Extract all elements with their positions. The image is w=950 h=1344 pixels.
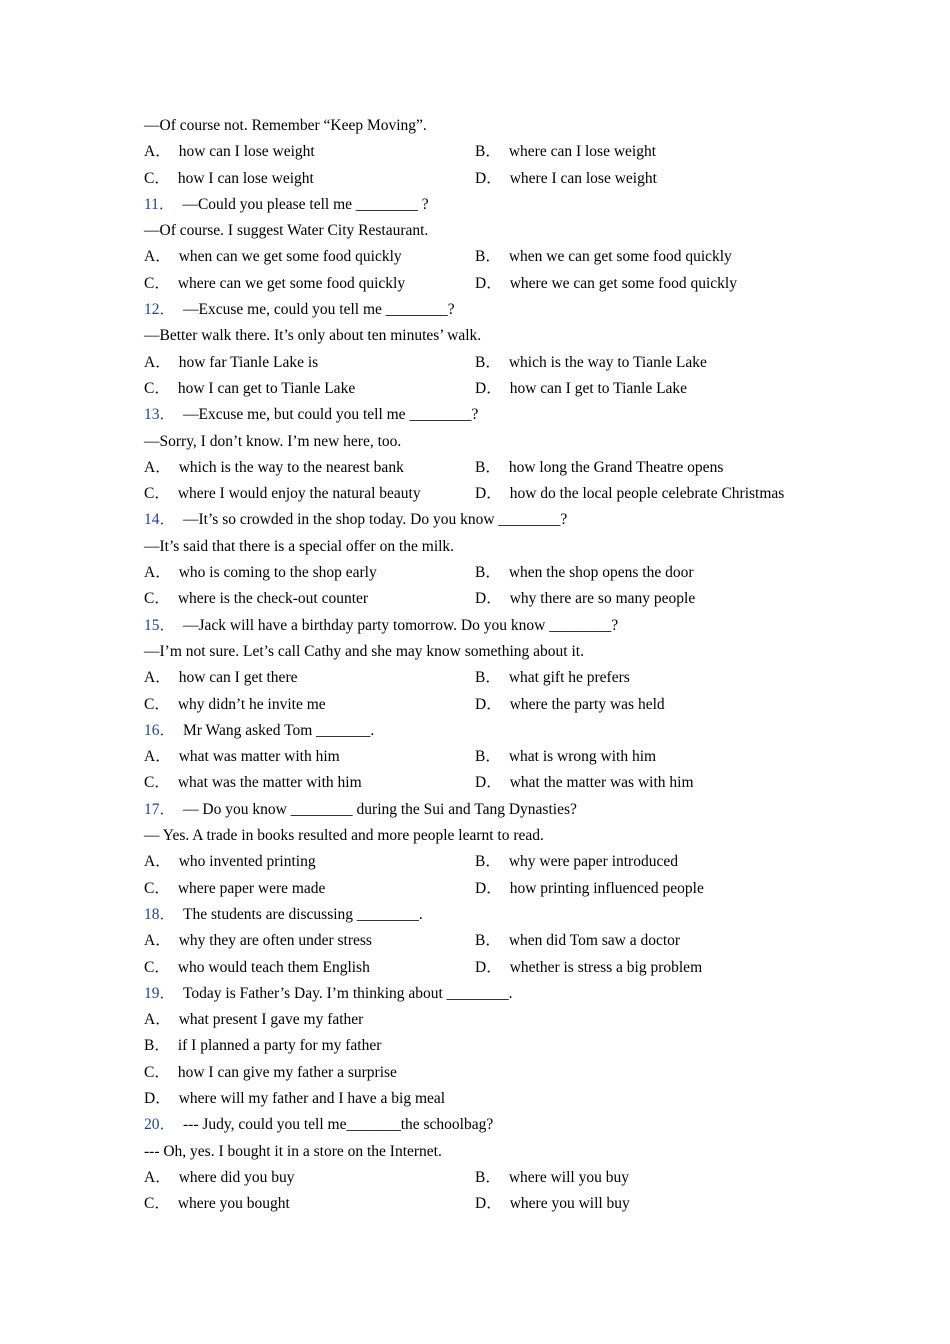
option-b[interactable]	[475, 849, 824, 875]
option-text: who invented printing	[178, 853, 316, 871]
option-text: whether is stress a big problem	[509, 958, 703, 976]
option-label: B．	[475, 853, 501, 871]
option-label: A．	[144, 458, 171, 476]
option-label: B．	[475, 353, 501, 371]
question-number: 14．	[144, 511, 176, 529]
question-text: — Do you know ________ during the Sui and Tang Dynasties?	[183, 800, 577, 818]
option-d[interactable]	[475, 770, 824, 796]
option-label: D．	[475, 485, 502, 503]
option-a[interactable]	[144, 560, 475, 586]
option-label: A．	[144, 932, 171, 950]
options-row	[144, 244, 824, 270]
question-number: 11．	[144, 195, 175, 213]
option-label: A．	[144, 748, 171, 766]
option-label: D．	[475, 879, 502, 897]
option-text: why there are so many people	[509, 590, 696, 608]
option-text: when did Tom saw a doctor	[508, 932, 681, 950]
option-text: where will you buy	[508, 1168, 629, 1186]
option-label: A．	[144, 564, 171, 582]
options-row	[144, 744, 824, 770]
options-row	[144, 376, 824, 402]
option-text: when the shop opens the door	[508, 564, 694, 582]
option-label: D．	[475, 169, 502, 187]
option-text: how can I lose weight	[178, 143, 315, 161]
option-d[interactable]	[475, 1191, 824, 1217]
option-a[interactable]	[144, 1165, 475, 1191]
question-stem	[144, 613, 824, 639]
question-text: Mr Wang asked Tom _______.	[183, 721, 375, 739]
option-b[interactable]	[475, 665, 824, 691]
options-row	[144, 928, 824, 954]
options-row	[144, 1191, 824, 1217]
option-c[interactable]	[144, 586, 475, 612]
option-label: C．	[144, 379, 170, 397]
question-number: 20．	[144, 1116, 176, 1134]
question-text: The students are discussing ________.	[183, 905, 423, 923]
question-stem	[144, 718, 824, 744]
option-label: B．	[475, 143, 501, 161]
option-c[interactable]	[144, 876, 475, 902]
option-label: D．	[475, 958, 502, 976]
option-c[interactable]	[144, 376, 475, 402]
previous-question-response: —Of course not. Remember “Keep Moving”.	[144, 117, 427, 134]
options-row	[144, 665, 824, 691]
question-number: 16．	[144, 721, 176, 739]
option-c[interactable]	[144, 271, 475, 297]
question-response: —Sorry, I don’t know. I’m new here, too.	[144, 432, 402, 450]
question-stem	[144, 797, 824, 823]
question-response: — Yes. A trade in books resulted and more people learnt to read.	[144, 827, 544, 845]
question-text: —Excuse me, could you tell me ________?	[183, 301, 455, 319]
options-row	[144, 560, 824, 586]
option-text: where can I lose weight	[508, 143, 657, 161]
option-label: D．	[475, 774, 502, 792]
option-a[interactable]	[144, 350, 475, 376]
option-label: B．	[475, 1168, 501, 1186]
question-number: 13．	[144, 406, 176, 424]
options-row	[144, 1165, 824, 1191]
option-text: what was the matter with him	[177, 774, 362, 792]
option-label: B．	[475, 458, 501, 476]
option-text: where did you buy	[178, 1168, 295, 1186]
option-label: D．	[475, 590, 502, 608]
option-label: A．	[144, 1168, 171, 1186]
option-a[interactable]	[144, 1007, 824, 1033]
option-text: where can we get some food quickly	[177, 274, 406, 292]
options-row	[144, 350, 824, 376]
option-a[interactable]	[144, 744, 475, 770]
question-list	[144, 113, 824, 1217]
option-label: B．	[144, 1037, 170, 1055]
option-b[interactable]	[475, 1165, 824, 1191]
option-text: what is wrong with him	[508, 748, 657, 766]
question-stem	[144, 297, 824, 323]
options-row	[144, 849, 824, 875]
option-label: D．	[475, 695, 502, 713]
option-a[interactable]	[144, 455, 475, 481]
question-stem	[144, 981, 824, 1007]
option-d[interactable]	[475, 692, 824, 718]
option-text: where you will buy	[509, 1195, 630, 1213]
option-label: B．	[475, 932, 501, 950]
option-label: C．	[144, 169, 170, 187]
option-text: where will my father and I have a big meal	[178, 1089, 446, 1107]
option-text: where paper were made	[177, 879, 326, 897]
option-c[interactable]	[144, 481, 475, 507]
option-text: how can I get there	[178, 669, 298, 687]
option-d[interactable]	[475, 586, 824, 612]
option-label: C．	[144, 695, 170, 713]
option-text: where we can get some food quickly	[509, 274, 737, 292]
option-a[interactable]	[144, 139, 475, 165]
option-d[interactable]	[475, 876, 824, 902]
option-d[interactable]	[475, 955, 824, 981]
option-d[interactable]	[475, 481, 824, 507]
question-text: —It’s so crowded in the shop today. Do you know ________?	[183, 511, 568, 529]
question-text: --- Judy, could you tell me_______the schoolbag?	[183, 1116, 494, 1134]
question-stem	[144, 902, 824, 928]
options-row	[144, 692, 824, 718]
option-text: who is coming to the shop early	[178, 564, 377, 582]
option-b[interactable]	[475, 350, 824, 376]
previous-options-row-2	[144, 166, 824, 192]
option-text: how printing influenced people	[509, 879, 704, 897]
option-text: where I can lose weight	[509, 169, 657, 187]
option-text: what the matter was with him	[509, 774, 694, 792]
option-label: B．	[475, 248, 501, 266]
options-row	[144, 876, 824, 902]
question-response: —It’s said that there is a special offer on the milk.	[144, 537, 455, 555]
option-d[interactable]	[475, 271, 824, 297]
question-response: —Better walk there. It’s only about ten minutes’ walk.	[144, 327, 482, 345]
options-row	[144, 271, 824, 297]
option-c[interactable]	[144, 770, 475, 796]
question-number: 15．	[144, 616, 176, 634]
option-a[interactable]	[144, 665, 475, 691]
question-stem	[144, 507, 824, 533]
option-label: C．	[144, 1195, 170, 1213]
option-b[interactable]	[475, 455, 824, 481]
question-text: —Could you please tell me ________ ?	[182, 195, 429, 213]
options-row	[144, 955, 824, 981]
option-text: who would teach them English	[177, 958, 370, 976]
question-stem	[144, 1112, 824, 1138]
option-c[interactable]	[144, 692, 475, 718]
option-label: C．	[144, 958, 170, 976]
option-label: D．	[475, 274, 502, 292]
option-label: C．	[144, 590, 170, 608]
option-label: C．	[144, 485, 170, 503]
question-response: —I’m not sure. Let’s call Cathy and she may know something about it.	[144, 642, 584, 660]
option-c[interactable]	[144, 1191, 475, 1217]
option-text: when can we get some food quickly	[178, 248, 402, 266]
option-b[interactable]	[475, 244, 824, 270]
option-d[interactable]	[144, 1086, 824, 1112]
option-label: B．	[475, 669, 501, 687]
question-number: 18．	[144, 905, 176, 923]
option-label: A．	[144, 143, 171, 161]
options-row	[144, 770, 824, 796]
option-text: how do the local people celebrate Christmas	[509, 485, 785, 503]
option-text: when we can get some food quickly	[508, 248, 732, 266]
option-text: if I planned a party for my father	[177, 1037, 382, 1055]
option-text: which is the way to the nearest bank	[178, 458, 404, 476]
question-response: --- Oh, yes. I bought it in a store on the Internet.	[144, 1142, 442, 1160]
question-number: 17．	[144, 800, 176, 818]
question-text: —Excuse me, but could you tell me ________?	[183, 406, 479, 424]
option-text: how far Tianle Lake is	[178, 353, 319, 371]
option-label: A．	[144, 248, 171, 266]
option-label: D．	[475, 1195, 502, 1213]
option-b[interactable]	[475, 139, 824, 165]
options-row	[144, 455, 824, 481]
option-label: B．	[475, 748, 501, 766]
option-text: how I can get to Tianle Lake	[177, 379, 356, 397]
option-label: A．	[144, 853, 171, 871]
option-b[interactable]	[144, 1033, 824, 1059]
option-label: B．	[475, 564, 501, 582]
option-text: which is the way to Tianle Lake	[508, 353, 707, 371]
option-text: what present I gave my father	[178, 1011, 364, 1029]
option-a[interactable]	[144, 244, 475, 270]
option-text: why didn’t he invite me	[177, 695, 326, 713]
option-text: where you bought	[177, 1195, 290, 1213]
option-label: C．	[144, 274, 170, 292]
option-text: why they are often under stress	[178, 932, 372, 950]
previous-options-row-1	[144, 139, 824, 165]
option-c[interactable]	[144, 166, 475, 192]
question-text: —Jack will have a birthday party tomorrow. Do you know ________?	[183, 616, 619, 634]
option-label: D．	[475, 379, 502, 397]
question-stem	[144, 192, 824, 218]
option-label: C．	[144, 879, 170, 897]
option-a[interactable]	[144, 849, 475, 875]
option-b[interactable]	[475, 560, 824, 586]
option-text: where the party was held	[509, 695, 665, 713]
option-text: what was matter with him	[178, 748, 340, 766]
option-text: what gift he prefers	[508, 669, 630, 687]
question-text: Today is Father’s Day. I’m thinking about ________.	[183, 984, 513, 1002]
option-c[interactable]	[144, 1060, 824, 1086]
option-label: A．	[144, 353, 171, 371]
options-row	[144, 481, 824, 507]
option-label: C．	[144, 1063, 170, 1081]
question-number: 12．	[144, 301, 176, 319]
question-number: 19．	[144, 984, 176, 1002]
option-d[interactable]	[475, 376, 824, 402]
option-b[interactable]	[475, 928, 824, 954]
option-b[interactable]	[475, 744, 824, 770]
option-text: why were paper introduced	[508, 853, 678, 871]
option-text: how I can give my father a surprise	[177, 1063, 397, 1081]
option-text: how long the Grand Theatre opens	[508, 458, 724, 476]
option-text: where I would enjoy the natural beauty	[177, 485, 421, 503]
option-label: A．	[144, 669, 171, 687]
option-label: C．	[144, 774, 170, 792]
option-d[interactable]	[475, 166, 824, 192]
options-row	[144, 586, 824, 612]
option-text: where is the check-out counter	[177, 590, 369, 608]
option-label: D．	[144, 1089, 171, 1107]
option-c[interactable]	[144, 955, 475, 981]
option-a[interactable]	[144, 928, 475, 954]
question-stem	[144, 402, 824, 428]
option-text: how I can lose weight	[177, 169, 314, 187]
option-label: A．	[144, 1011, 171, 1029]
question-response: —Of course. I suggest Water City Restaurant.	[144, 222, 429, 240]
option-text: how can I get to Tianle Lake	[509, 379, 688, 397]
